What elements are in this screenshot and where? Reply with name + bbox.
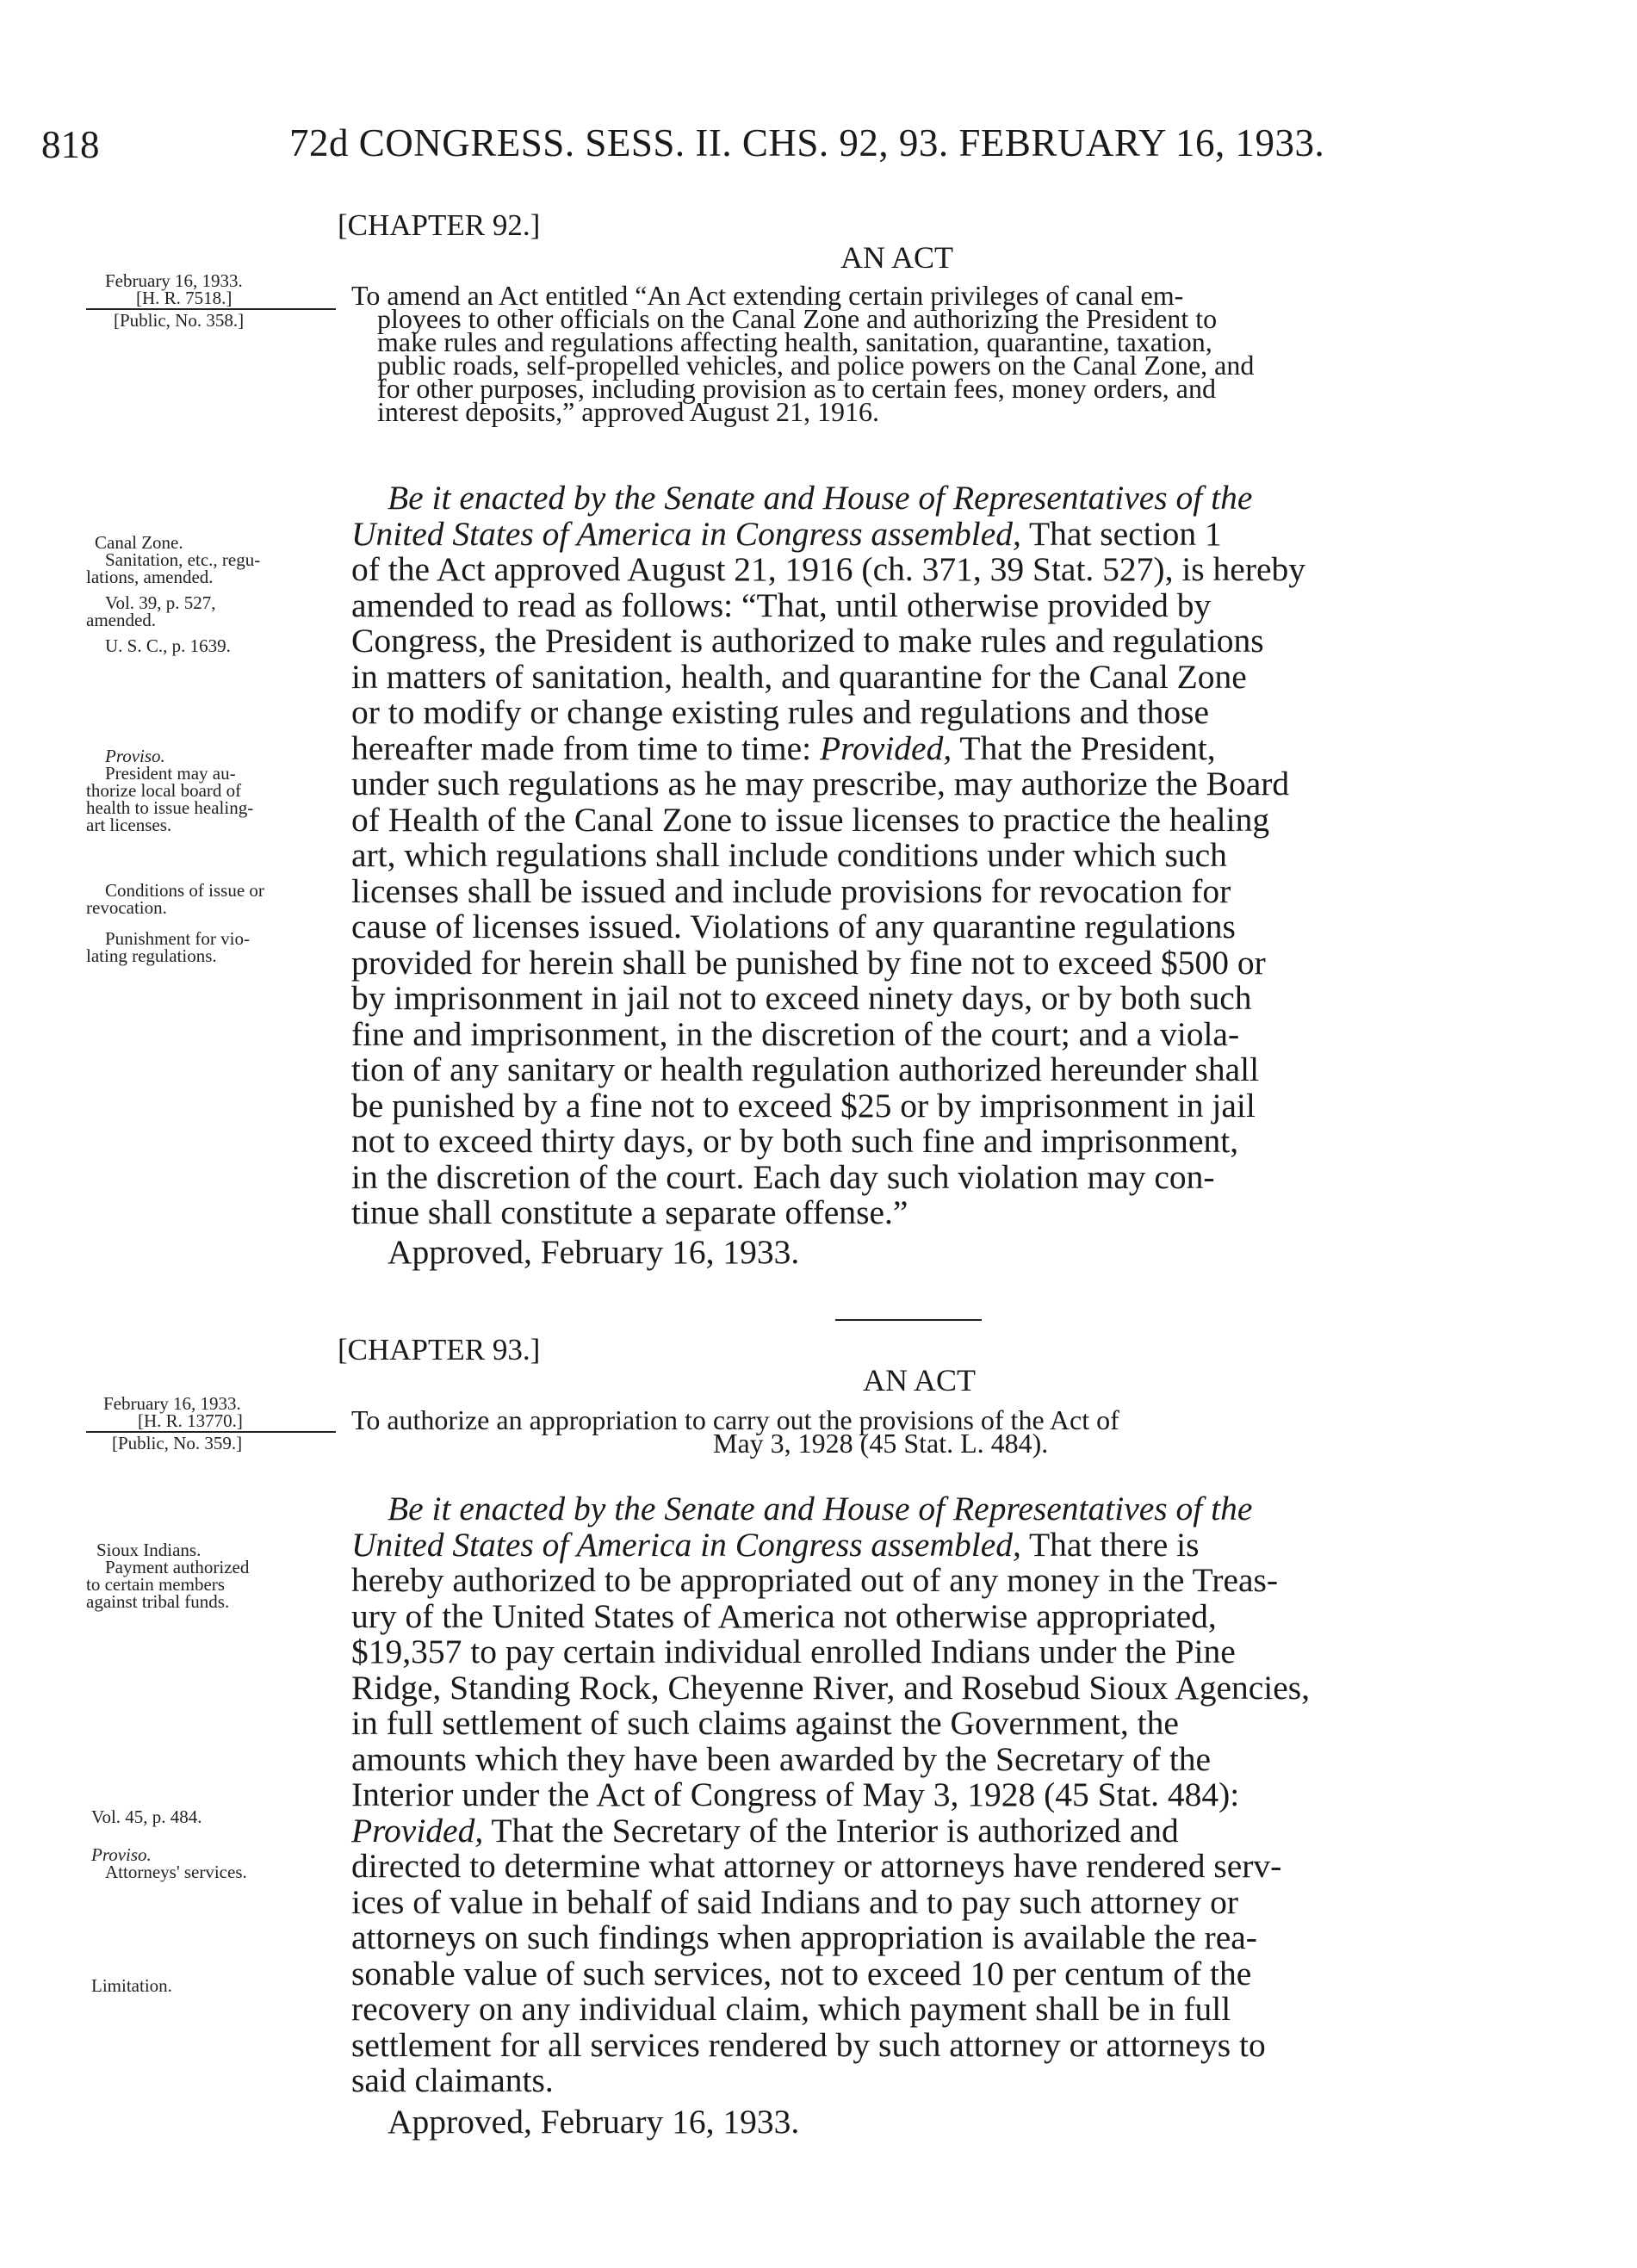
margin-note: health to issue healing-	[86, 797, 254, 818]
proviso-italic: Provided,	[820, 728, 952, 767]
chapter-separator-rule	[835, 1319, 982, 1321]
body-line: attorneys on such findings when appropriation is available the rea-	[351, 1918, 1257, 1956]
proviso-italic: Proviso.	[91, 1844, 152, 1865]
body-line: of the Act approved August 21, 1916 (ch. 371, 39 Stat. 527), is hereby	[351, 550, 1306, 588]
chapter-92-approved: Approved, February 16, 1933.	[388, 1232, 800, 1271]
margin-note: lations, amended.	[86, 567, 214, 587]
enacting-clause-italic: United States of America in Congress assembled,	[351, 514, 1021, 553]
margin-note: to certain members	[86, 1574, 225, 1595]
body-line: licenses shall be issued and include provisions for revocation for	[351, 871, 1231, 910]
margin-note: Punishment for vio-	[105, 928, 250, 949]
title-line: make rules and regulations affecting health, sanitation, quarantine, taxation,	[377, 326, 1212, 357]
proviso-line	[351, 1813, 1497, 1850]
chapter-92-body	[351, 480, 1497, 1270]
ch93-side-bill: [H. R. 13770.]	[138, 1410, 243, 1431]
chapter-93-approved: Approved, February 16, 1933.	[388, 2102, 800, 2141]
margin-note: Payment authorized	[105, 1557, 250, 1577]
body-line: sonable value of such services, not to exceed 10 per centum of the	[351, 1954, 1252, 1992]
ch93-side-public: [Public, No. 359.]	[112, 1433, 243, 1453]
proviso-line	[351, 728, 1497, 767]
proviso-italic: Provided,	[351, 1811, 484, 1850]
margin-note: Sanitation, etc., regu-	[105, 549, 261, 570]
body-line: amended to read as follows: “That, until otherwise provided by	[351, 586, 1212, 624]
margin-note: Limitation.	[91, 1975, 172, 1996]
chapter-92-label: [CHAPTER 92.]	[338, 208, 541, 242]
margin-note: art licenses.	[86, 815, 172, 835]
body-line: by imprisonment in jail not to exceed ninety days, or by both such	[351, 979, 1252, 1017]
margin-note: Canal Zone.	[95, 532, 183, 553]
margin-note: Vol. 39, p. 527,	[105, 592, 216, 613]
body-line: Ridge, Standing Rock, Cheyenne River, and Rosebud Sioux Agencies,	[351, 1668, 1311, 1707]
body-line: tion of any sanitary or health regulation authorized hereunder shall	[351, 1050, 1260, 1088]
ch92-side-date: February 16, 1933.	[105, 270, 243, 291]
title-line: ployees to other officials on the Canal Zone and authorizing the President to	[377, 303, 1218, 334]
chapter-93-label: [CHAPTER 93.]	[338, 1333, 541, 1366]
body-line: amounts which they have been awarded by the Secretary of the	[351, 1739, 1212, 1778]
chapter-92-an-act: AN ACT	[840, 240, 954, 275]
body-line: directed to determine what attorney or attorneys have rendered serv-	[351, 1847, 1282, 1885]
enacting-clause-line-2	[351, 514, 1497, 553]
title-line: public roads, self-propelled vehicles, and police powers on the Canal Zone, and	[377, 350, 1255, 381]
body-line: $19,357 to pay certain individual enrolled Indians under the Pine	[351, 1633, 1236, 1670]
enacting-clause-italic: United States of America in Congress assembled,	[351, 1525, 1021, 1564]
title-line: To authorize an appropriation to carry out the provisions of the Act of	[351, 1404, 1119, 1435]
proviso-italic: Proviso.	[105, 746, 165, 766]
margin-note: against tribal funds.	[86, 1591, 230, 1612]
body-line: provided for herein shall be punished by fine not to exceed $500 or	[351, 943, 1266, 982]
chapter-93-an-act: AN ACT	[863, 1363, 977, 1397]
body-line: ury of the United States of America not otherwise appropriated,	[351, 1596, 1217, 1635]
running-title: 72d CONGRESS. SESS. II. CHS. 92, 93. FEBRUARY 16, 1933.	[289, 121, 1325, 164]
margin-note: revocation.	[86, 897, 167, 918]
body-text: hereafter made from time to time:	[351, 728, 820, 767]
margin-note: President may au-	[105, 763, 236, 784]
title-line: for other purposes, including provision as to certain fees, money orders, and	[377, 373, 1216, 404]
body-line: ices of value in behalf of said Indians and to pay such attorney or	[351, 1882, 1238, 1921]
body-line: be punished by a fine not to exceed $25 or by imprisonment in jail	[351, 1086, 1256, 1125]
enacting-clause-line-2	[351, 1527, 1497, 1564]
margin-note: lating regulations.	[86, 945, 217, 966]
page-number: 818	[41, 123, 100, 166]
margin-note: amended.	[86, 610, 157, 630]
body-line: hereby authorized to be appropriated out of any money in the Treas-	[351, 1561, 1279, 1599]
body-text: That the President,	[952, 728, 1216, 767]
body-line: settlement for all services rendered by such attorney or attorneys to	[351, 2025, 1266, 2064]
body-line: recovery on any individual claim, which payment shall be in full	[351, 1990, 1231, 2028]
body-line: or to modify or change existing rules and regulations and those	[351, 693, 1210, 731]
chapter-93-body	[351, 1491, 1497, 2140]
body-line: said claimants.	[351, 2061, 554, 2099]
body-line: in the discretion of the court. Each day such violation may con-	[351, 1157, 1215, 1196]
body-line: Interior under the Act of Congress of May 3, 1928 (45 Stat. 484):	[351, 1775, 1240, 1813]
body-line: tinue shall constitute a separate offense.”	[351, 1193, 908, 1231]
body-text: That section 1	[1020, 514, 1222, 553]
enacting-clause-line-1: Be it enacted by the Senate and House of Representatives of the	[388, 479, 1253, 517]
body-line: fine and imprisonment, in the discretion of the court; and a viola-	[351, 1014, 1240, 1053]
margin-note: Vol. 45, p. 484.	[91, 1806, 202, 1827]
ch93-side-date: February 16, 1933.	[103, 1393, 241, 1414]
body-line: of Health of the Canal Zone to issue licenses to practice the healing	[351, 800, 1270, 839]
title-line: To amend an Act entitled “An Act extending certain privileges of canal em-	[351, 280, 1184, 311]
body-line: in matters of sanitation, health, and quarantine for the Canal Zone	[351, 657, 1247, 696]
ch92-side-bill: [H. R. 7518.]	[136, 288, 233, 308]
body-line: in full settlement of such claims against the Government, the	[351, 1704, 1179, 1742]
body-line: art, which regulations shall include conditions under which such	[351, 836, 1227, 874]
body-line: cause of licenses issued. Violations of any quarantine regulations	[351, 908, 1236, 945]
title-line: interest deposits,” approved August 21, 1916.	[377, 396, 880, 427]
margin-note: Sioux Indians.	[96, 1540, 202, 1560]
margin-note: Conditions of issue or	[105, 880, 264, 901]
title-line: May 3, 1928 (45 Stat. L. 484).	[713, 1428, 1049, 1459]
body-text: That the Secretary of the Interior is authorized and	[483, 1811, 1179, 1850]
ch92-side-public: [Public, No. 358.]	[114, 310, 245, 331]
enacting-clause-line-1: Be it enacted by the Senate and House of Representatives of the	[388, 1490, 1253, 1527]
chapter-92-title	[351, 280, 1497, 427]
margin-note: thorize local board of	[86, 780, 242, 801]
margin-note: U. S. C., p. 1639.	[105, 635, 231, 656]
body-line: not to exceed thirty days, or by both such fine and imprisonment,	[351, 1122, 1239, 1160]
chapter-93-title	[351, 1404, 1497, 1459]
body-text: That there is	[1020, 1525, 1200, 1564]
margin-note: Attorneys' services.	[105, 1862, 247, 1882]
body-line: under such regulations as he may prescribe, may authorize the Board	[351, 765, 1290, 802]
body-line: Congress, the President is authorized to make rules and regulations	[351, 622, 1264, 660]
